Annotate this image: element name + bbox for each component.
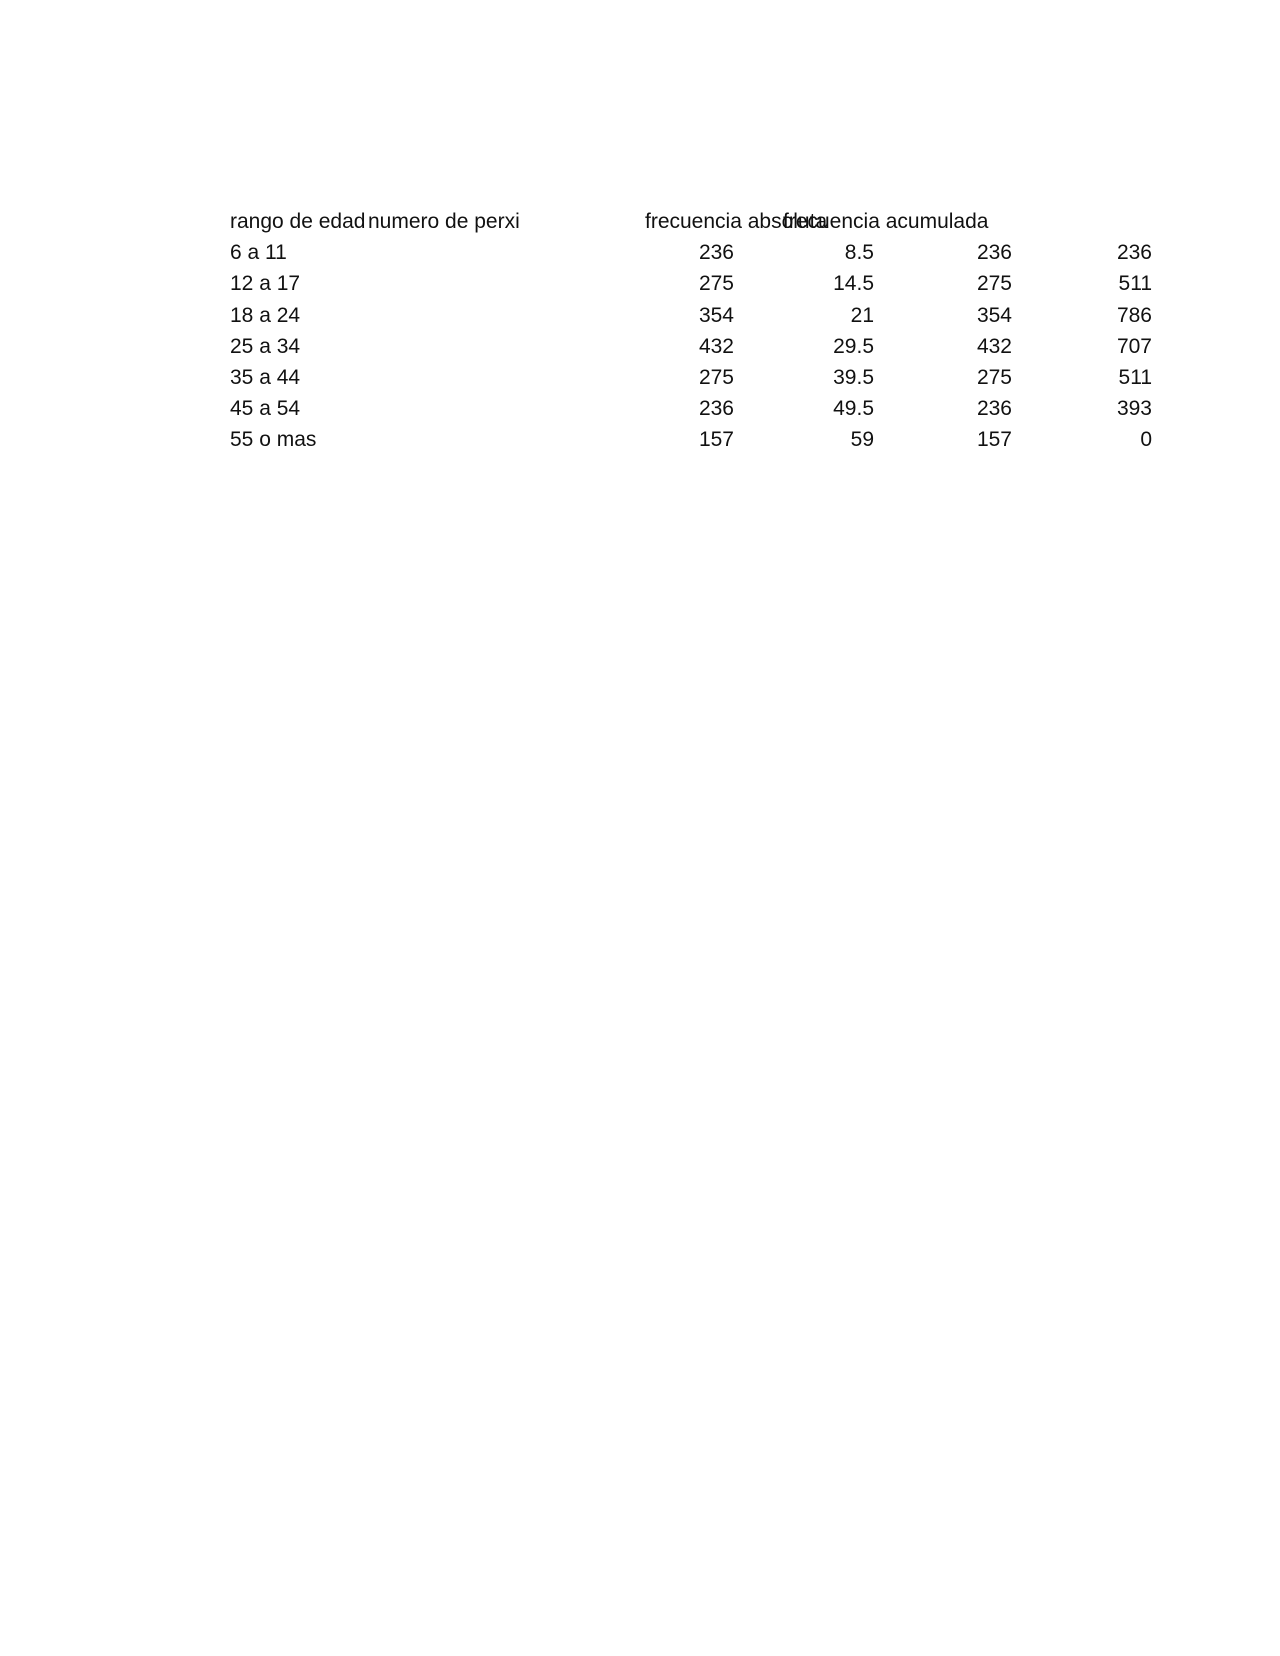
cell-numero[interactable]: 432 <box>698 334 734 358</box>
cell-frecuencia-absoluta[interactable]: 157 <box>976 428 1012 452</box>
cell-marca-clase[interactable]: 39.5 <box>833 365 874 389</box>
table-row <box>230 331 1152 362</box>
cell-frecuencia-acumulada[interactable]: 0 <box>1140 428 1152 452</box>
cell-rango[interactable]: 18 a 24 <box>230 303 301 327</box>
cell-rango[interactable]: 45 a 54 <box>230 397 301 421</box>
header-rango-de-edad[interactable]: rango de edad <box>230 210 366 233</box>
cell-frecuencia-acumulada[interactable]: 786 <box>1116 303 1152 327</box>
table-row <box>230 300 1152 331</box>
table-row <box>230 268 1152 299</box>
header-frecuencia-acumulada[interactable]: frecuencia acumulada <box>783 210 989 233</box>
cell-numero[interactable]: 157 <box>698 428 734 452</box>
cell-rango[interactable]: 6 a 11 <box>230 241 287 265</box>
cell-frecuencia-acumulada[interactable]: 511 <box>1118 272 1152 296</box>
cell-frecuencia-absoluta[interactable]: 354 <box>976 303 1012 327</box>
table-row <box>230 237 1152 268</box>
cell-marca-clase[interactable]: 29.5 <box>833 334 874 358</box>
cell-frecuencia-absoluta[interactable]: 236 <box>976 397 1012 421</box>
header-numero-de-personas[interactable]: numero de perxi <box>368 210 520 233</box>
cell-numero[interactable]: 275 <box>698 272 734 296</box>
header-row <box>230 206 1030 237</box>
cell-numero[interactable]: 236 <box>698 241 734 265</box>
cell-frecuencia-absoluta[interactable]: 432 <box>976 334 1012 358</box>
table-row <box>230 362 1152 393</box>
cell-rango[interactable]: 55 o mas <box>230 428 317 452</box>
cell-frecuencia-absoluta[interactable]: 236 <box>976 241 1012 265</box>
cell-numero[interactable]: 275 <box>698 365 734 389</box>
table-row <box>230 424 1152 455</box>
cell-frecuencia-acumulada[interactable]: 511 <box>1118 365 1152 389</box>
cell-marca-clase[interactable]: 49.5 <box>833 397 874 421</box>
cell-frecuencia-acumulada[interactable]: 236 <box>1116 241 1152 265</box>
header-frecuencia-absoluta[interactable]: frecuencia absoluta <box>645 210 828 233</box>
cell-frecuencia-absoluta[interactable]: 275 <box>976 272 1012 296</box>
table-row <box>230 393 1152 424</box>
cell-marca-clase[interactable]: 14.5 <box>833 272 874 296</box>
cell-marca-clase[interactable]: 8.5 <box>844 241 874 265</box>
cell-frecuencia-absoluta[interactable]: 275 <box>976 365 1012 389</box>
cell-marca-clase[interactable]: 21 <box>850 303 874 327</box>
cell-marca-clase[interactable]: 59 <box>850 428 874 452</box>
cell-rango[interactable]: 12 a 17 <box>230 272 301 296</box>
cell-numero[interactable]: 236 <box>698 397 734 421</box>
cell-frecuencia-acumulada[interactable]: 707 <box>1116 334 1152 358</box>
cell-numero[interactable]: 354 <box>698 303 734 327</box>
cell-rango[interactable]: 35 a 44 <box>230 365 301 389</box>
cell-rango[interactable]: 25 a 34 <box>230 334 301 358</box>
spreadsheet-table <box>230 206 1152 456</box>
cell-frecuencia-acumulada[interactable]: 393 <box>1116 397 1152 421</box>
